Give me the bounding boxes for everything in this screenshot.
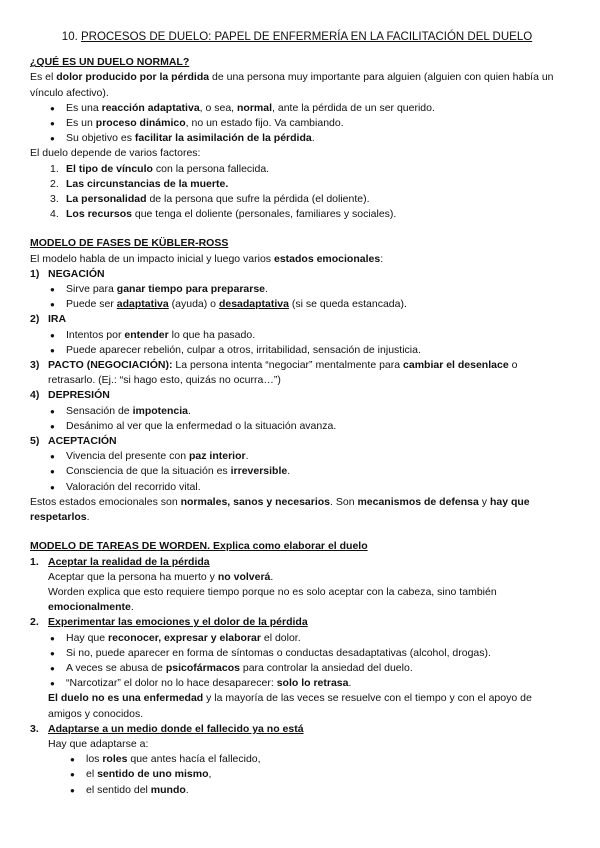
list-item: ● A veces se abusa de psicofármacos para controlar la ansiedad del duelo. bbox=[66, 661, 564, 676]
page-title bbox=[30, 30, 564, 45]
paragraph-closing: Estos estados emocionales son normales, sanos y necesarios. Son mecanismos de defensa y hay que respetarlos. bbox=[30, 495, 530, 524]
section-heading-kubler-ross: MODELO DE FASES DE KÜBLER-ROSS bbox=[30, 237, 229, 250]
list-item: ● Valoración del recorrido vital. bbox=[66, 480, 564, 495]
list-item: ● el sentido del mundo. bbox=[86, 783, 564, 798]
list-item: ● Puede aparecer rebelión, culpar a otros, irritabilidad, sensación de injusticia. bbox=[66, 343, 564, 358]
list-item: ● Intentos por entender lo que ha pasado. bbox=[66, 328, 564, 343]
list-item: ● Sirve para ganar tiempo para prepararse. bbox=[66, 282, 564, 297]
bullet-list-task-3 bbox=[30, 752, 564, 798]
list-item: 2. Las circunstancias de la muerte. bbox=[50, 177, 229, 190]
task-2-heading: 2. Experimentar las emociones y el dolor de la pérdida bbox=[30, 616, 308, 629]
section-heading-duelo-normal: ¿QUÉ ES UN DUELO NORMAL? bbox=[30, 56, 190, 69]
bullet-list-ira bbox=[30, 328, 564, 358]
list-item: ● Puede ser adaptativa (ayuda) o desadaptativa (si se queda estancada). bbox=[66, 297, 564, 312]
bullet-list-negacion bbox=[30, 282, 564, 312]
bullet-list-characteristics bbox=[30, 101, 564, 147]
phase-ira: 2) IRA bbox=[30, 313, 67, 326]
task-1-explanation: Worden explica que esto requiere tiempo porque no es solo aceptar con la cabeza, sino también emocionalmente. bbox=[48, 585, 497, 614]
list-item: ● Vivencia del presente con paz interior. bbox=[66, 449, 564, 464]
list-item: 1. El tipo de vínculo con la persona fallecida. bbox=[50, 162, 270, 175]
list-item: 3. La personalidad de la persona que sufre la pérdida (el doliente). bbox=[50, 193, 370, 206]
phase-depresion: 4) DEPRESIÓN bbox=[30, 389, 110, 402]
list-item: ● “Narcotizar” el dolor no lo hace desaparecer: solo lo retrasa. bbox=[66, 676, 564, 691]
list-item: 4. Los recursos que tenga el doliente (personales, familiares y sociales). bbox=[50, 208, 397, 221]
numbered-list-factors bbox=[30, 162, 564, 223]
section-heading-worden: MODELO DE TAREAS DE WORDEN. Explica como elaborar el duelo bbox=[30, 540, 368, 553]
paragraph-factors-intro: El duelo depende de varios factores: bbox=[30, 147, 201, 160]
bullet-list-task-2 bbox=[30, 631, 564, 692]
bullet-list-depresion bbox=[30, 404, 564, 434]
task-1-heading: 1. Aceptar la realidad de la pérdida bbox=[30, 555, 210, 568]
paragraph-model-intro: El modelo habla de un impacto inicial y luego varios estados emocionales: bbox=[30, 252, 384, 265]
list-item: ● los roles que antes hacía el fallecido, bbox=[86, 752, 564, 767]
paragraph-definition: Es el dolor producido por la pérdida de una persona muy importante para alguien (alguien con quien había un vínculo afectivo). bbox=[30, 71, 554, 99]
list-item: ● Sensación de impotencia. bbox=[66, 404, 564, 419]
list-item: ● Hay que reconocer, expresar y elaborar el dolor. bbox=[66, 631, 564, 646]
task-3-line: Hay que adaptarse a: bbox=[48, 737, 149, 750]
title-number: 10. bbox=[61, 31, 78, 43]
list-item: ● Es una reacción adaptativa, o sea, normal, ante la pérdida de un ser querido. bbox=[66, 101, 564, 116]
phase-aceptacion: 5) ACEPTACIÓN bbox=[30, 435, 117, 448]
phase-pacto: 3) PACTO (NEGOCIACIÓN): La persona intenta “negociar” mentalmente para cambiar el desenlace o retrasarlo. (Ej.: “si hago esto, quizás no ocurra…”) bbox=[30, 359, 518, 387]
list-item: ● Si no, puede aparecer en forma de síntomas o conductas desadaptativas (alcohol, drogas). bbox=[66, 646, 564, 661]
list-item: ● Su objetivo es facilitar la asimilación de la pérdida. bbox=[66, 131, 564, 146]
list-item: ● el sentido de uno mismo, bbox=[86, 767, 564, 782]
title-text: PROCESOS DE DUELO: PAPEL DE ENFERMERÍA EN LA FACILITACIÓN DEL DUELO bbox=[81, 31, 533, 43]
list-item: ● Es un proceso dinámico, no un estado fijo. Va cambiando. bbox=[66, 116, 564, 131]
task-3-heading: 3. Adaptarse a un medio donde el fallecido ya no está bbox=[30, 722, 304, 735]
task-2-note: El duelo no es una enfermedad y la mayoría de las veces se resuelve con el tiempo y con el apoyo de amigos y conocidos. bbox=[48, 692, 532, 720]
phase-negacion: 1) NEGACIÓN bbox=[30, 267, 105, 280]
list-item: ● Desánimo al ver que la enfermedad o la situación avanza. bbox=[66, 419, 564, 434]
bullet-list-aceptacion bbox=[30, 449, 564, 495]
list-item: ● Consciencia de que la situación es irreversible. bbox=[66, 464, 564, 479]
task-1-line: Aceptar que la persona ha muerto y no volverá. bbox=[48, 570, 274, 583]
